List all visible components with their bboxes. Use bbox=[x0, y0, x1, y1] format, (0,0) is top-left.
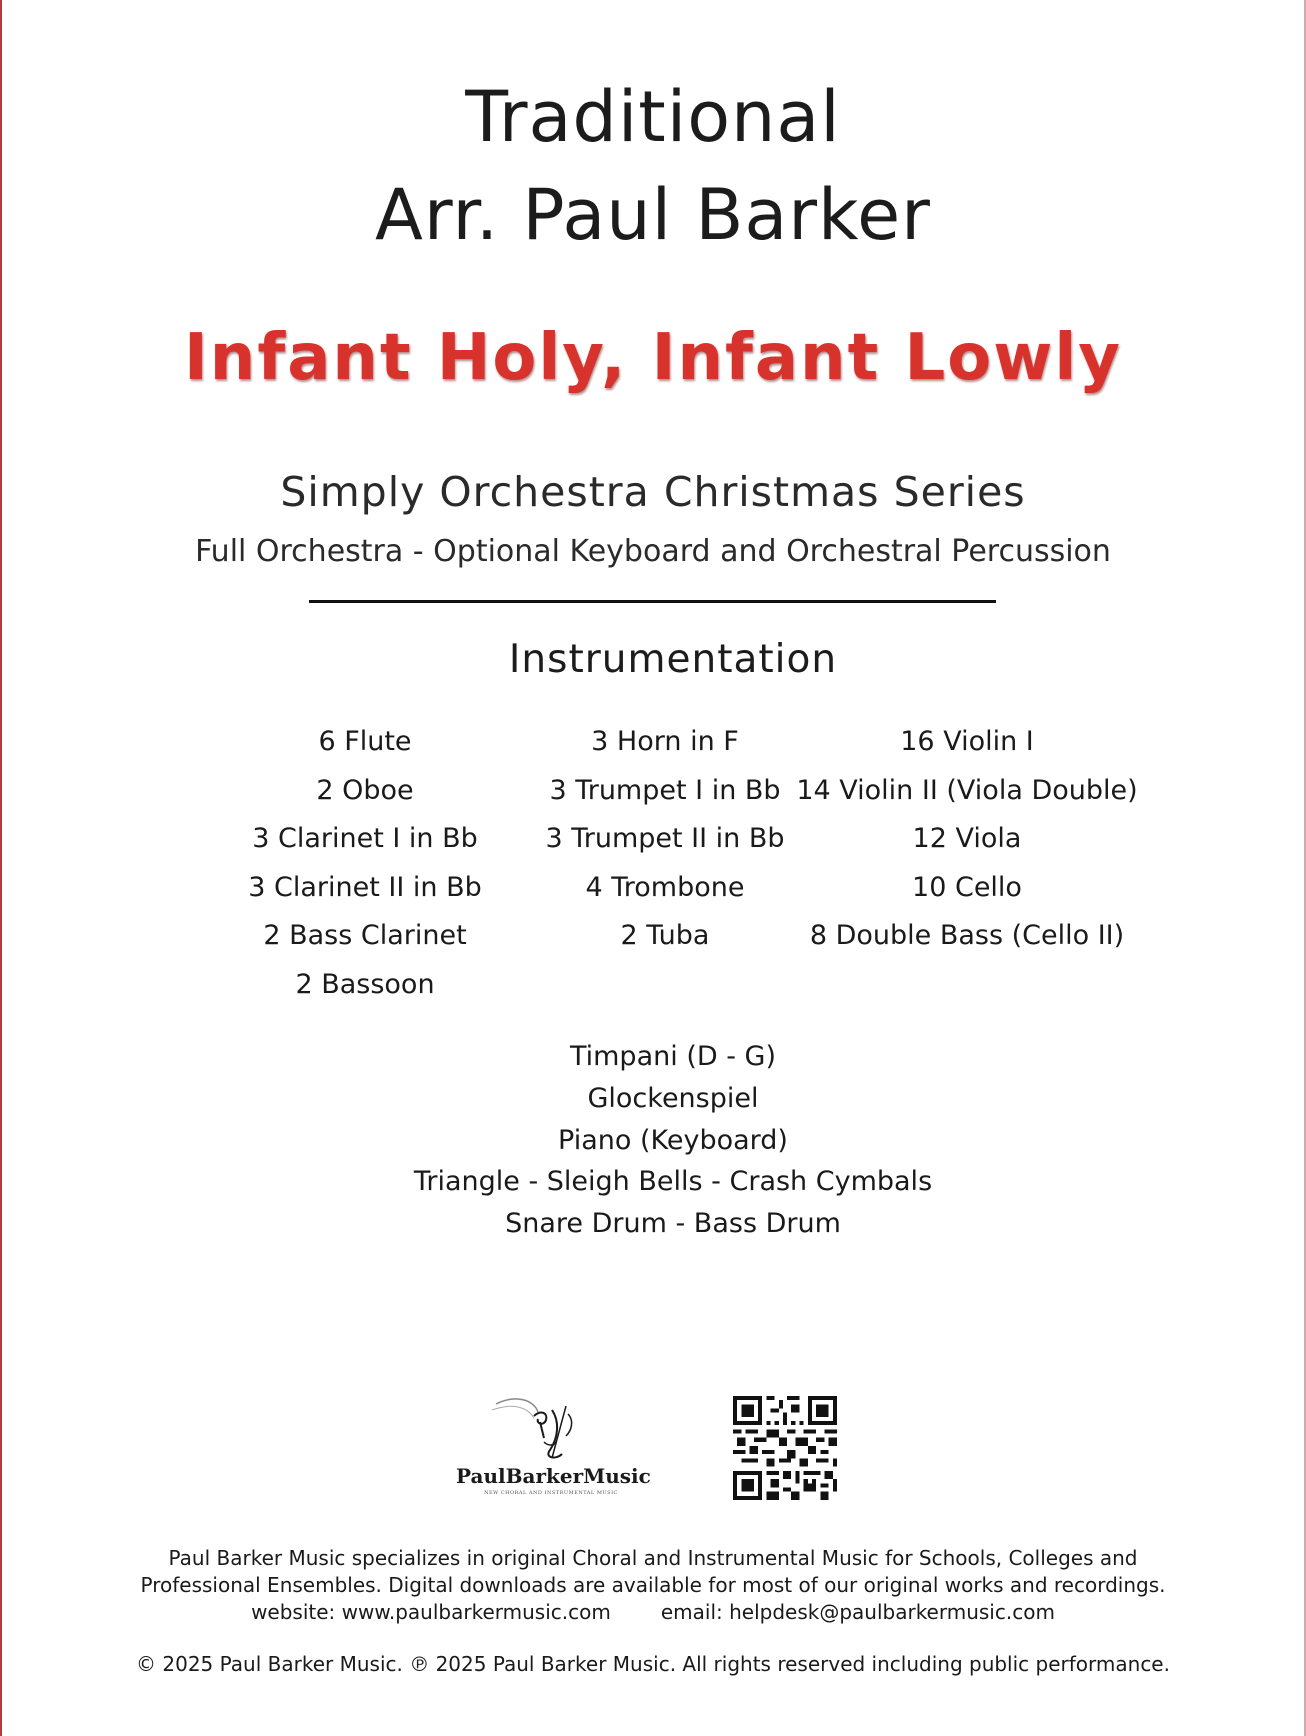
percussion-item: Glockenspiel bbox=[587, 1082, 759, 1114]
logo-wordmark: PaulBarkerMusic bbox=[456, 1464, 651, 1488]
percussion-item: Snare Drum - Bass Drum bbox=[505, 1208, 841, 1240]
composer-line: Traditional bbox=[465, 76, 841, 158]
woodwind-item: 3 Clarinet II in Bb bbox=[248, 871, 482, 903]
arranger-line: Arr. Paul Barker bbox=[375, 174, 931, 256]
brass-item: 4 Trombone bbox=[585, 871, 745, 903]
divider-rule bbox=[309, 600, 996, 603]
woodwind-item: 2 Bassoon bbox=[295, 968, 435, 1000]
brass-item: 2 Tuba bbox=[620, 920, 710, 952]
string-item: 14 Violin II (Viola Double) bbox=[796, 774, 1138, 806]
woodwinds-column bbox=[222, 718, 508, 1010]
footer-description-line-2: Professional Ensembles. Digital downloads are available for most of our original works and recordings. bbox=[140, 1573, 1166, 1597]
page-left-border bbox=[0, 0, 2, 1736]
percussion-item: Piano (Keyboard) bbox=[558, 1124, 788, 1156]
brass-item: 3 Horn in F bbox=[591, 726, 739, 757]
copyright-notice: © 2025 Paul Barker Music. ℗ 2025 Paul Barker Music. All rights reserved including public performance. bbox=[136, 1652, 1170, 1676]
woodwind-item: 2 Oboe bbox=[316, 774, 414, 806]
qr-code-icon bbox=[733, 1396, 837, 1500]
footer-contact-line bbox=[0, 1599, 1306, 1626]
string-item: 12 Viola bbox=[912, 823, 1022, 855]
woodwind-item: 3 Clarinet I in Bb bbox=[252, 823, 478, 855]
logo-tagline: NEW CHORAL AND INSTRUMENTAL MUSIC bbox=[484, 1490, 618, 1496]
instrumentation-heading: Instrumentation bbox=[508, 637, 838, 682]
brass-item: 3 Trumpet II in Bb bbox=[545, 823, 785, 855]
email-link[interactable]: email: helpdesk@paulbarkermusic.com bbox=[660, 1600, 1055, 1624]
percussion-item: Timpani (D - G) bbox=[569, 1041, 777, 1072]
woodwind-item: 6 Flute bbox=[318, 726, 412, 757]
violin-scroll-icon bbox=[456, 1386, 646, 1466]
brass-item: 3 Trumpet I in Bb bbox=[549, 774, 781, 806]
series-name: Simply Orchestra Christmas Series bbox=[280, 468, 1026, 516]
string-item: 10 Cello bbox=[912, 871, 1022, 903]
string-item: 8 Double Bass (Cello II) bbox=[809, 920, 1125, 952]
percussion-list bbox=[20, 1036, 1306, 1245]
ensemble-description: Full Orchestra - Optional Keyboard and Orchestral Percussion bbox=[195, 534, 1111, 569]
strings-column bbox=[795, 718, 1139, 961]
footer-description-line-1: Paul Barker Music specializes in original Choral and Instrumental Music for Schools, Colleges and bbox=[168, 1546, 1138, 1570]
website-link[interactable]: website: www.paulbarkermusic.com bbox=[251, 1600, 611, 1624]
brass-column bbox=[521, 718, 809, 961]
string-item: 16 Violin I bbox=[900, 726, 1034, 757]
paul-barker-music-logo bbox=[456, 1386, 651, 1502]
piece-title: Infant Holy, Infant Lowly bbox=[183, 321, 1123, 395]
percussion-item: Triangle - Sleigh Bells - Crash Cymbals bbox=[413, 1166, 933, 1198]
woodwind-item: 2 Bass Clarinet bbox=[263, 920, 467, 952]
